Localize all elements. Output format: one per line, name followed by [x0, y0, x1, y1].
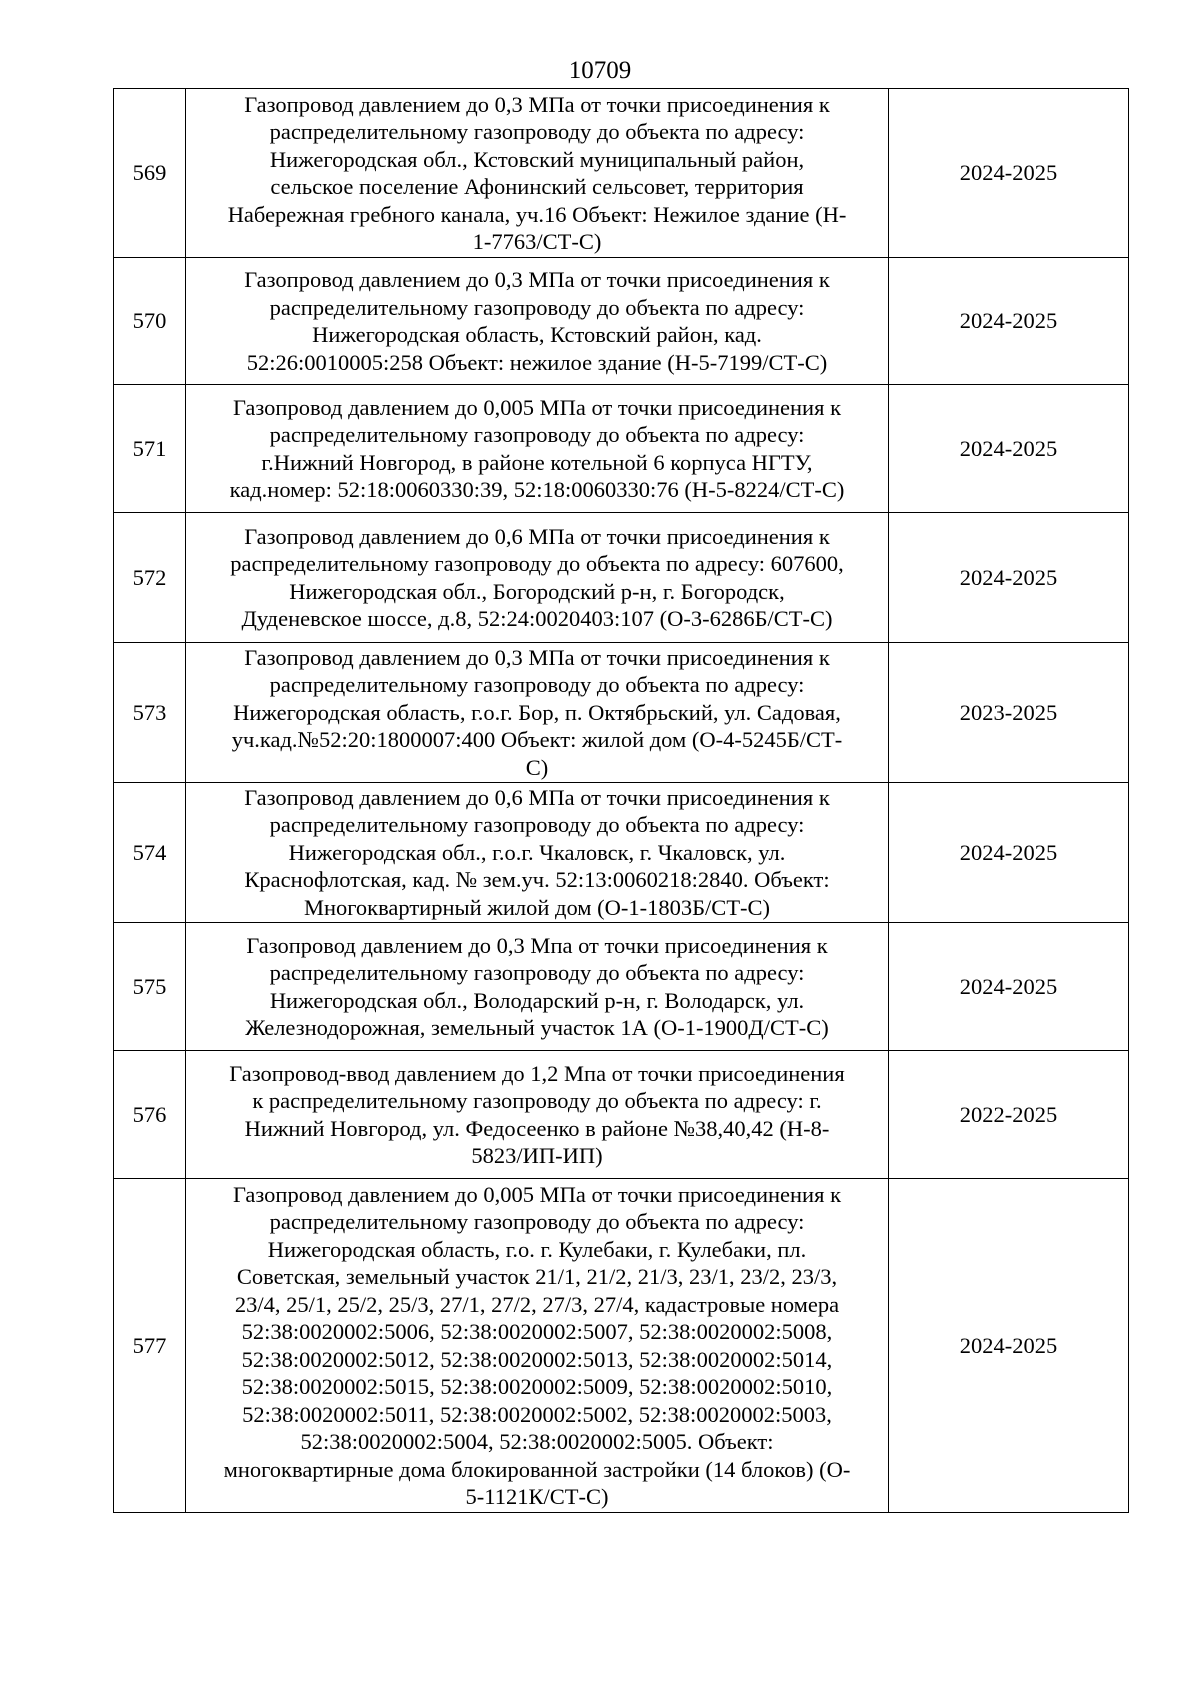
- period-cell: 2023-2025: [889, 643, 1129, 783]
- object-description-cell: Газопровод давлением до 0,005 МПа от точки присоединения к распределительному газопроводу до объекта по адресу: г.Нижний Новгород, в районе котельной 6 корпуса НГТУ, кад.номер: 52:18:0060330:39, 52:18:0060330:76 (Н-5-8224/СТ-С): [186, 385, 889, 513]
- row-number-cell: 573: [114, 643, 186, 783]
- object-description-cell: Газопровод давлением до 0,005 МПа от точки присоединения к распределительному газопроводу до объекта по адресу: Нижегородская область, г.о. г. Кулебаки, г. Кулебаки, пл. Советская, земельный участок 21/1, 21/2, 21/3, 23/1, 23/2, 23/3, 23/4, 25/1, 25/2, 25/3, 27/1, 27/2, 27/3, 27/4, кадастровые номера 52:38:0020002:5006, 52:38:0020002:5007, 52:38:0020002:5008, 52:38:0020002:5012, 52:38:0020002:5013, 52:38:0020002:5014, 52:38:0020002:5015, 52:38:0020002:5009, 52:38:0020002:5010, 52:38:0020002:5011, 52:38:0020002:5002, 52:38:0020002:5003, 52:38:0020002:5004, 52:38:0020002:5005. Объект: многоквартирные дома блокированной застройки (14 блоков) (О- 5-1121К/СТ-С): [186, 1179, 889, 1513]
- table-row: [114, 1179, 1129, 1513]
- period-cell: 2024-2025: [889, 1179, 1129, 1513]
- row-number-cell: 571: [114, 385, 186, 513]
- row-number-cell: 577: [114, 1179, 186, 1513]
- gas-pipeline-table: [113, 88, 1129, 1513]
- table-row: [114, 1051, 1129, 1179]
- period-cell: 2022-2025: [889, 1051, 1129, 1179]
- object-description-cell: Газопровод давлением до 0,6 МПа от точки присоединения к распределительному газопроводу до объекта по адресу: Нижегородская обл., г.о.г. Чкаловск, г. Чкаловск, ул. Краснофлотская, кад. № зем.уч. 52:13:0060218:2840. Объект: Многоквартирный жилой дом (О-1-1803Б/СТ-С): [186, 783, 889, 923]
- period-cell: 2024-2025: [889, 385, 1129, 513]
- period-cell: 2024-2025: [889, 923, 1129, 1051]
- object-description-cell: Газопровод давлением до 0,6 МПа от точки присоединения к распределительному газопроводу до объекта по адресу: 607600, Нижегородская обл., Богородский р-н, г. Богородск, Дуденевское шоссе, д.8, 52:24:0020403:107 (О-3-6286Б/СТ-С): [186, 513, 889, 643]
- period-cell: 2024-2025: [889, 783, 1129, 923]
- row-number-cell: 575: [114, 923, 186, 1051]
- page-number: 10709: [568, 57, 632, 84]
- object-description-cell: Газопровод давлением до 0,3 МПа от точки присоединения к распределительному газопроводу до объекта по адресу: Нижегородская область, г.о.г. Бор, п. Октябрьский, ул. Садовая, уч.кад.№52:20:1800007:400 Объект: жилой дом (О-4-5245Б/СТ- С): [186, 643, 889, 783]
- table-row: [114, 923, 1129, 1051]
- row-number-cell: 572: [114, 513, 186, 643]
- period-cell: 2024-2025: [889, 513, 1129, 643]
- table-row: [114, 258, 1129, 385]
- table-row: [114, 89, 1129, 258]
- object-description-cell: Газопровод давлением до 0,3 МПа от точки присоединения к распределительному газопроводу до объекта по адресу: Нижегородская область, Кстовский район, кад. 52:26:0010005:258 Объект: нежилое здание (Н-5-7199/СТ-С): [186, 258, 889, 385]
- period-cell: 2024-2025: [889, 89, 1129, 258]
- row-number-cell: 574: [114, 783, 186, 923]
- table-row: [114, 385, 1129, 513]
- row-number-cell: 569: [114, 89, 186, 258]
- row-number-cell: 570: [114, 258, 186, 385]
- object-description-cell: Газопровод-ввод давлением до 1,2 Мпа от точки присоединения к распределительному газопроводу до объекта по адресу: г. Нижний Новгород, ул. Федосеенко в районе №38,40,42 (Н-8- 5823/ИП-ИП): [186, 1051, 889, 1179]
- object-description-cell: Газопровод давлением до 0,3 Мпа от точки присоединения к распределительному газопроводу до объекта по адресу: Нижегородская обл., Володарский р-н, г. Володарск, ул. Железнодорожная, земельный участок 1А (О-1-1900Д/СТ-С): [186, 923, 889, 1051]
- object-description-cell: Газопровод давлением до 0,3 МПа от точки присоединения к распределительному газопроводу до объекта по адресу: Нижегородская обл., Кстовский муниципальный район, сельское поселение Афонинский сельсовет, территория Набережная гребного канала, уч.16 Объект: Нежилое здание (Н- 1-7763/СТ-С): [186, 89, 889, 258]
- table-row: [114, 643, 1129, 783]
- table-row: [114, 783, 1129, 923]
- table-row: [114, 513, 1129, 643]
- period-cell: 2024-2025: [889, 258, 1129, 385]
- row-number-cell: 576: [114, 1051, 186, 1179]
